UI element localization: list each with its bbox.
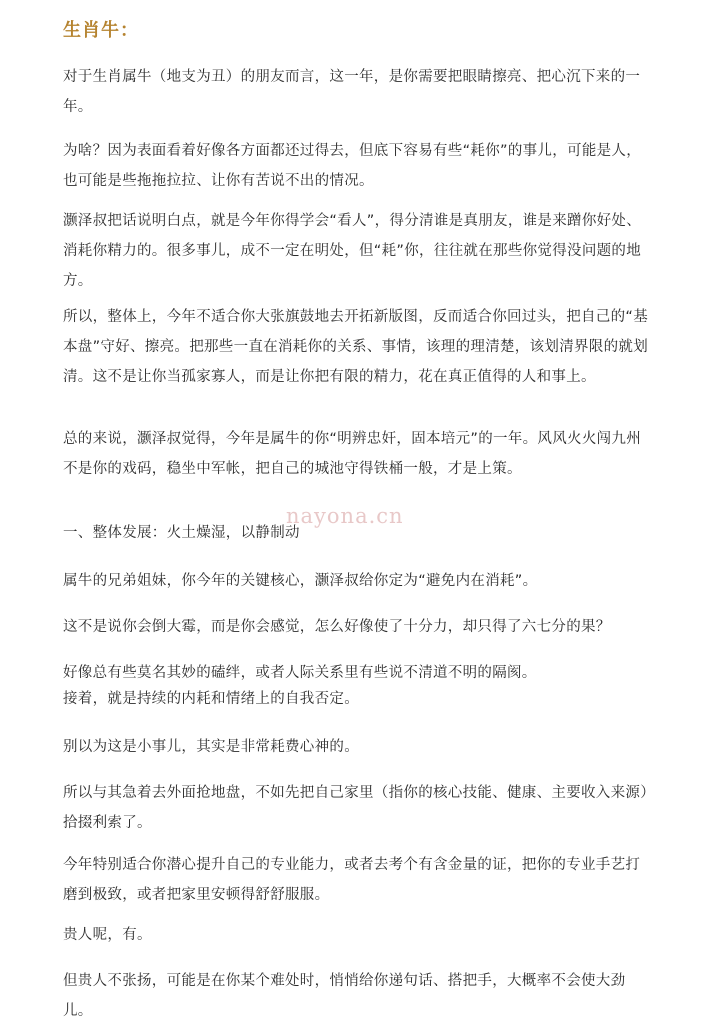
watermark: nayona.cn [286,504,404,528]
section-heading: 生肖牛： [63,20,139,41]
paragraph: 所以，整体上，今年不适合你大张旗鼓地去开拓新版图，反而适合你回过头，把自己的“基本盘”守好、擦亮。把那些一直在消耗你的关系、事情，该理的理清楚，该划清界限的就划清。这不是让你当孤家寡人，而是让你把有限的精力，花在真正值得的人和事上。 [63,309,649,385]
paragraph: 为啥？因为表面看着好像各方面都还过得去，但底下容易有些“耗你”的事儿，可能是人，也可能是些拖拖拉拉、让你有苦说不出的情况。 [63,143,642,189]
subsection-heading: 一、整体发展：火土燥湿，以静制动 [63,525,300,541]
paragraph: 接着，就是持续的内耗和情绪上的自我否定。 [63,691,359,707]
paragraph: 贵人呢，有。 [63,927,152,943]
paragraph: 对于生肖属牛（地支为丑）的朋友而言，这一年，是你需要把眼睛擦亮、把心沉下来的一年。 [63,69,641,115]
paragraph: 但贵人不张扬，可能是在你某个难处时，悄悄给你递句话、搭把手，大概率不会使大劲儿。 [63,973,626,1019]
paragraph: 今年特别适合你潜心提升自己的专业能力，或者去考个有含金量的证，把你的专业手艺打磨到极致，或者把家里安顿得舒舒服服。 [63,857,641,903]
paragraph: 这不是说你会倒大霉，而是你会感觉，怎么好像使了十分力，却只得了六七分的果？ [63,619,611,635]
paragraph: 好像总有些莫名其妙的磕绊，或者人际关系里有些说不清道不明的隔阂。 [63,665,537,681]
paragraph: 灏泽叔把话说明白点，就是今年你得学会“看人”，得分清谁是真朋友，谁是来蹭你好处、消耗你精力的。很多事儿，成不一定在明处，但“耗”你，往往就在那些你觉得没问题的地方。 [63,213,642,289]
paragraph: 别以为这是小事儿，其实是非常耗费心神的。 [63,739,359,755]
paragraph: 属牛的兄弟姐妹，你今年的关键核心，灏泽叔给你定为“避免内在消耗”。 [63,573,538,589]
paragraph: 总的来说，灏泽叔觉得，今年是属牛的你“明辨忠奸，固本培元”的一年。风风火火闯九州不是你的戏码，稳坐中军帐，把自己的城池守得铁桶一般，才是上策。 [63,431,642,477]
paragraph: 所以与其急着去外面抢地盘，不如先把自己家里（指你的核心技能、健康、主要收入来源）拾掇利索了。 [63,785,648,831]
